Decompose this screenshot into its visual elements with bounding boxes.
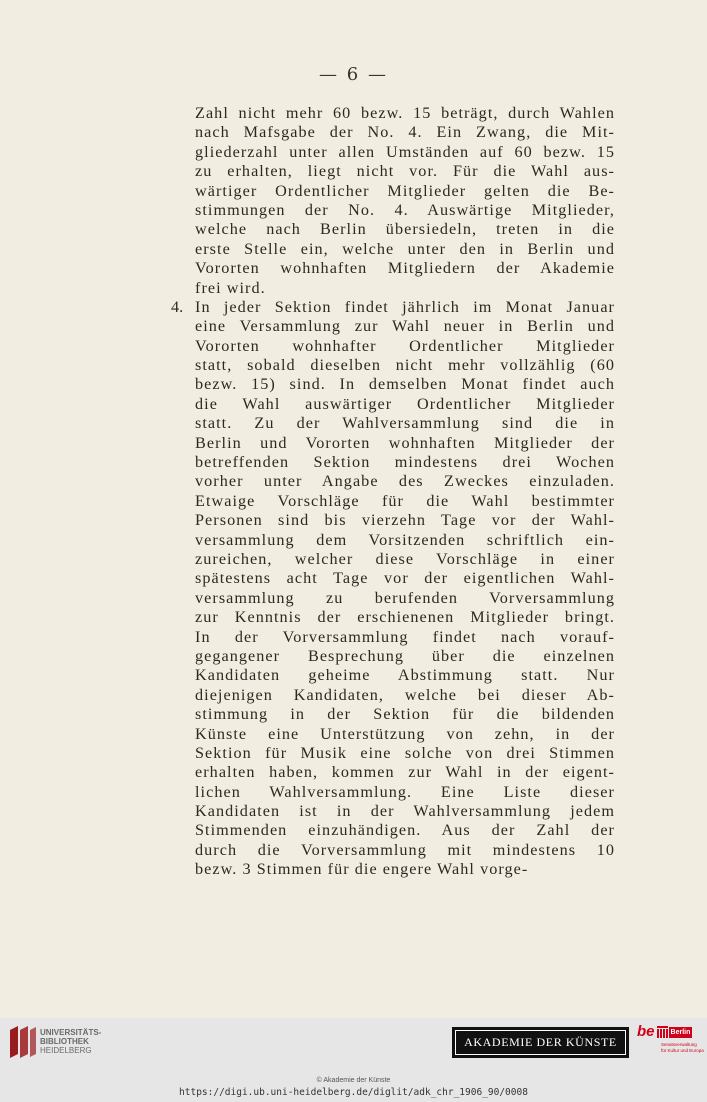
- text-line: nach Mafsgabe der No. 4. Ein Zwang, die Mit-: [195, 123, 615, 142]
- text-line: spätestens acht Tage vor der eigentlichen Wahl-: [195, 569, 615, 588]
- text-line: versammlung zu berufenden Vorversammlung: [195, 588, 615, 607]
- text-line: die Wahl auswärtiger Ordentlicher Mitglieder: [195, 394, 615, 413]
- text-line: Etwaige Vorschläge für die Wahl bestimmter: [195, 491, 615, 510]
- text-line: Berlin und Vororten wohnhaften Mitglieder der: [195, 433, 615, 452]
- text-line: bezw. 15) sind. In demselben Monat findet auch: [195, 375, 615, 394]
- text-line: Personen sind bis vierzehn Tage vor der Wahl-: [195, 511, 615, 530]
- berlin-mark: [637, 1024, 699, 1040]
- text-line: vorher unter Angabe des Zweckes einzuladen.: [195, 472, 615, 491]
- text-line: statt. Zu der Wahlversammlung sind die in: [195, 414, 615, 433]
- text-line: lichen Wahlversammlung. Eine Liste dieser: [195, 782, 615, 801]
- berlin-sub-line: für Kultur und Europa: [661, 1047, 704, 1053]
- text-line: Zahl nicht mehr 60 bezw. 15 beträgt, durch Wahlen: [195, 104, 615, 122]
- text-line: Vororten wohnhafter Ordentlicher Mitglieder: [195, 336, 615, 355]
- text-line: welche nach Berlin übersiedeln, treten in die: [195, 220, 615, 239]
- akademie-der-kuenste-logo[interactable]: [452, 1027, 629, 1058]
- text-line: zur Kenntnis der erschienenen Mitglieder bringt.: [195, 608, 615, 627]
- text-line: versammlung dem Vorsitzenden schriftlich ein-: [195, 530, 615, 549]
- text-line: gliederzahl unter allen Umständen auf 60 bezw. 15: [195, 142, 615, 161]
- text-line: diejenigen Kandidaten, welche bei dieser Ab-: [195, 685, 615, 704]
- copyright-notice: © Akademie der Künste: [316, 1077, 391, 1084]
- university-library-logo-icon[interactable]: [8, 1024, 38, 1060]
- text-line: erste Stelle ein, welche unter den in Berlin und: [195, 239, 615, 258]
- university-library-name[interactable]: [40, 1028, 101, 1055]
- text-line: stimmung in der Sektion für die bildenden: [195, 705, 615, 724]
- page-number: — 6 —: [319, 64, 388, 85]
- text-line: Stimmenden einzuhändigen. Aus der Zahl der: [195, 821, 615, 840]
- text-line: Kandidaten ist in der Wahlversammlung jedem: [195, 802, 615, 821]
- text-line: gegangener Besprechung über die einzelnen: [195, 646, 615, 665]
- text-line: In jeder Sektion findet jährlich im Monat Januar: [195, 297, 615, 316]
- text-line: zureichen, welcher diese Vorschläge in einer: [195, 549, 615, 568]
- source-url[interactable]: https://digi.ub.uni-heidelberg.de/diglit/adk_chr_1906_90/0008: [179, 1087, 528, 1098]
- item-number: 4.: [171, 298, 184, 316]
- berlin-bars-icon: [657, 1026, 669, 1038]
- berlin-subtitle: [661, 1042, 704, 1053]
- text-line: Sektion für Musik eine solche von drei Stimmen: [195, 743, 615, 762]
- text-line: stimmungen der No. 4. Auswärtige Mitglieder,: [195, 200, 615, 219]
- text-line: statt, sobald dieselben nicht mehr vollzählig (60: [195, 356, 615, 375]
- ub-line: HEIDELBERG: [40, 1046, 92, 1055]
- text-line: Künste eine Unterstützung von zehn, in der: [195, 724, 615, 743]
- berlin-be-text: be: [637, 1023, 655, 1040]
- berlin-tag: Berlin: [670, 1028, 691, 1036]
- text-line: Kandidaten geheime Abstimmung statt. Nur: [195, 666, 615, 685]
- text-line: eine Versammlung zur Wahl neuer in Berlin und: [195, 317, 615, 336]
- berlin-senate-logo[interactable]: [637, 1023, 704, 1060]
- text-line: Vororten wohnhaften Mitgliedern der Akademie: [195, 259, 615, 278]
- text-line: zu erhalten, liegt nicht vor. Für die Wahl aus-: [195, 162, 615, 181]
- ub-line: BIBLIOTHEK: [40, 1037, 89, 1046]
- berlin-sub-line: Senatsverwaltung: [661, 1042, 697, 1047]
- text-line: wärtiger Ordentlicher Mitglieder gelten die Be-: [195, 181, 615, 200]
- text-line: durch die Vorversammlung mit mindestens 10: [195, 840, 615, 859]
- text-line: frei wird.: [195, 278, 266, 297]
- body-text: [171, 104, 615, 880]
- text-line: bezw. 3 Stimmen für die engere Wahl vorge-: [195, 860, 529, 879]
- text-line: betreffenden Sektion mindestens drei Wochen: [195, 453, 615, 472]
- text-line: erhalten haben, kommen zur Wahl in der eigent-: [195, 763, 615, 782]
- text-line: In der Vorversammlung findet nach vorauf-: [195, 627, 615, 646]
- akademie-label: AKADEMIE DER KÜNSTE: [455, 1030, 626, 1055]
- ub-line: UNIVERSITÄTS-: [40, 1028, 102, 1037]
